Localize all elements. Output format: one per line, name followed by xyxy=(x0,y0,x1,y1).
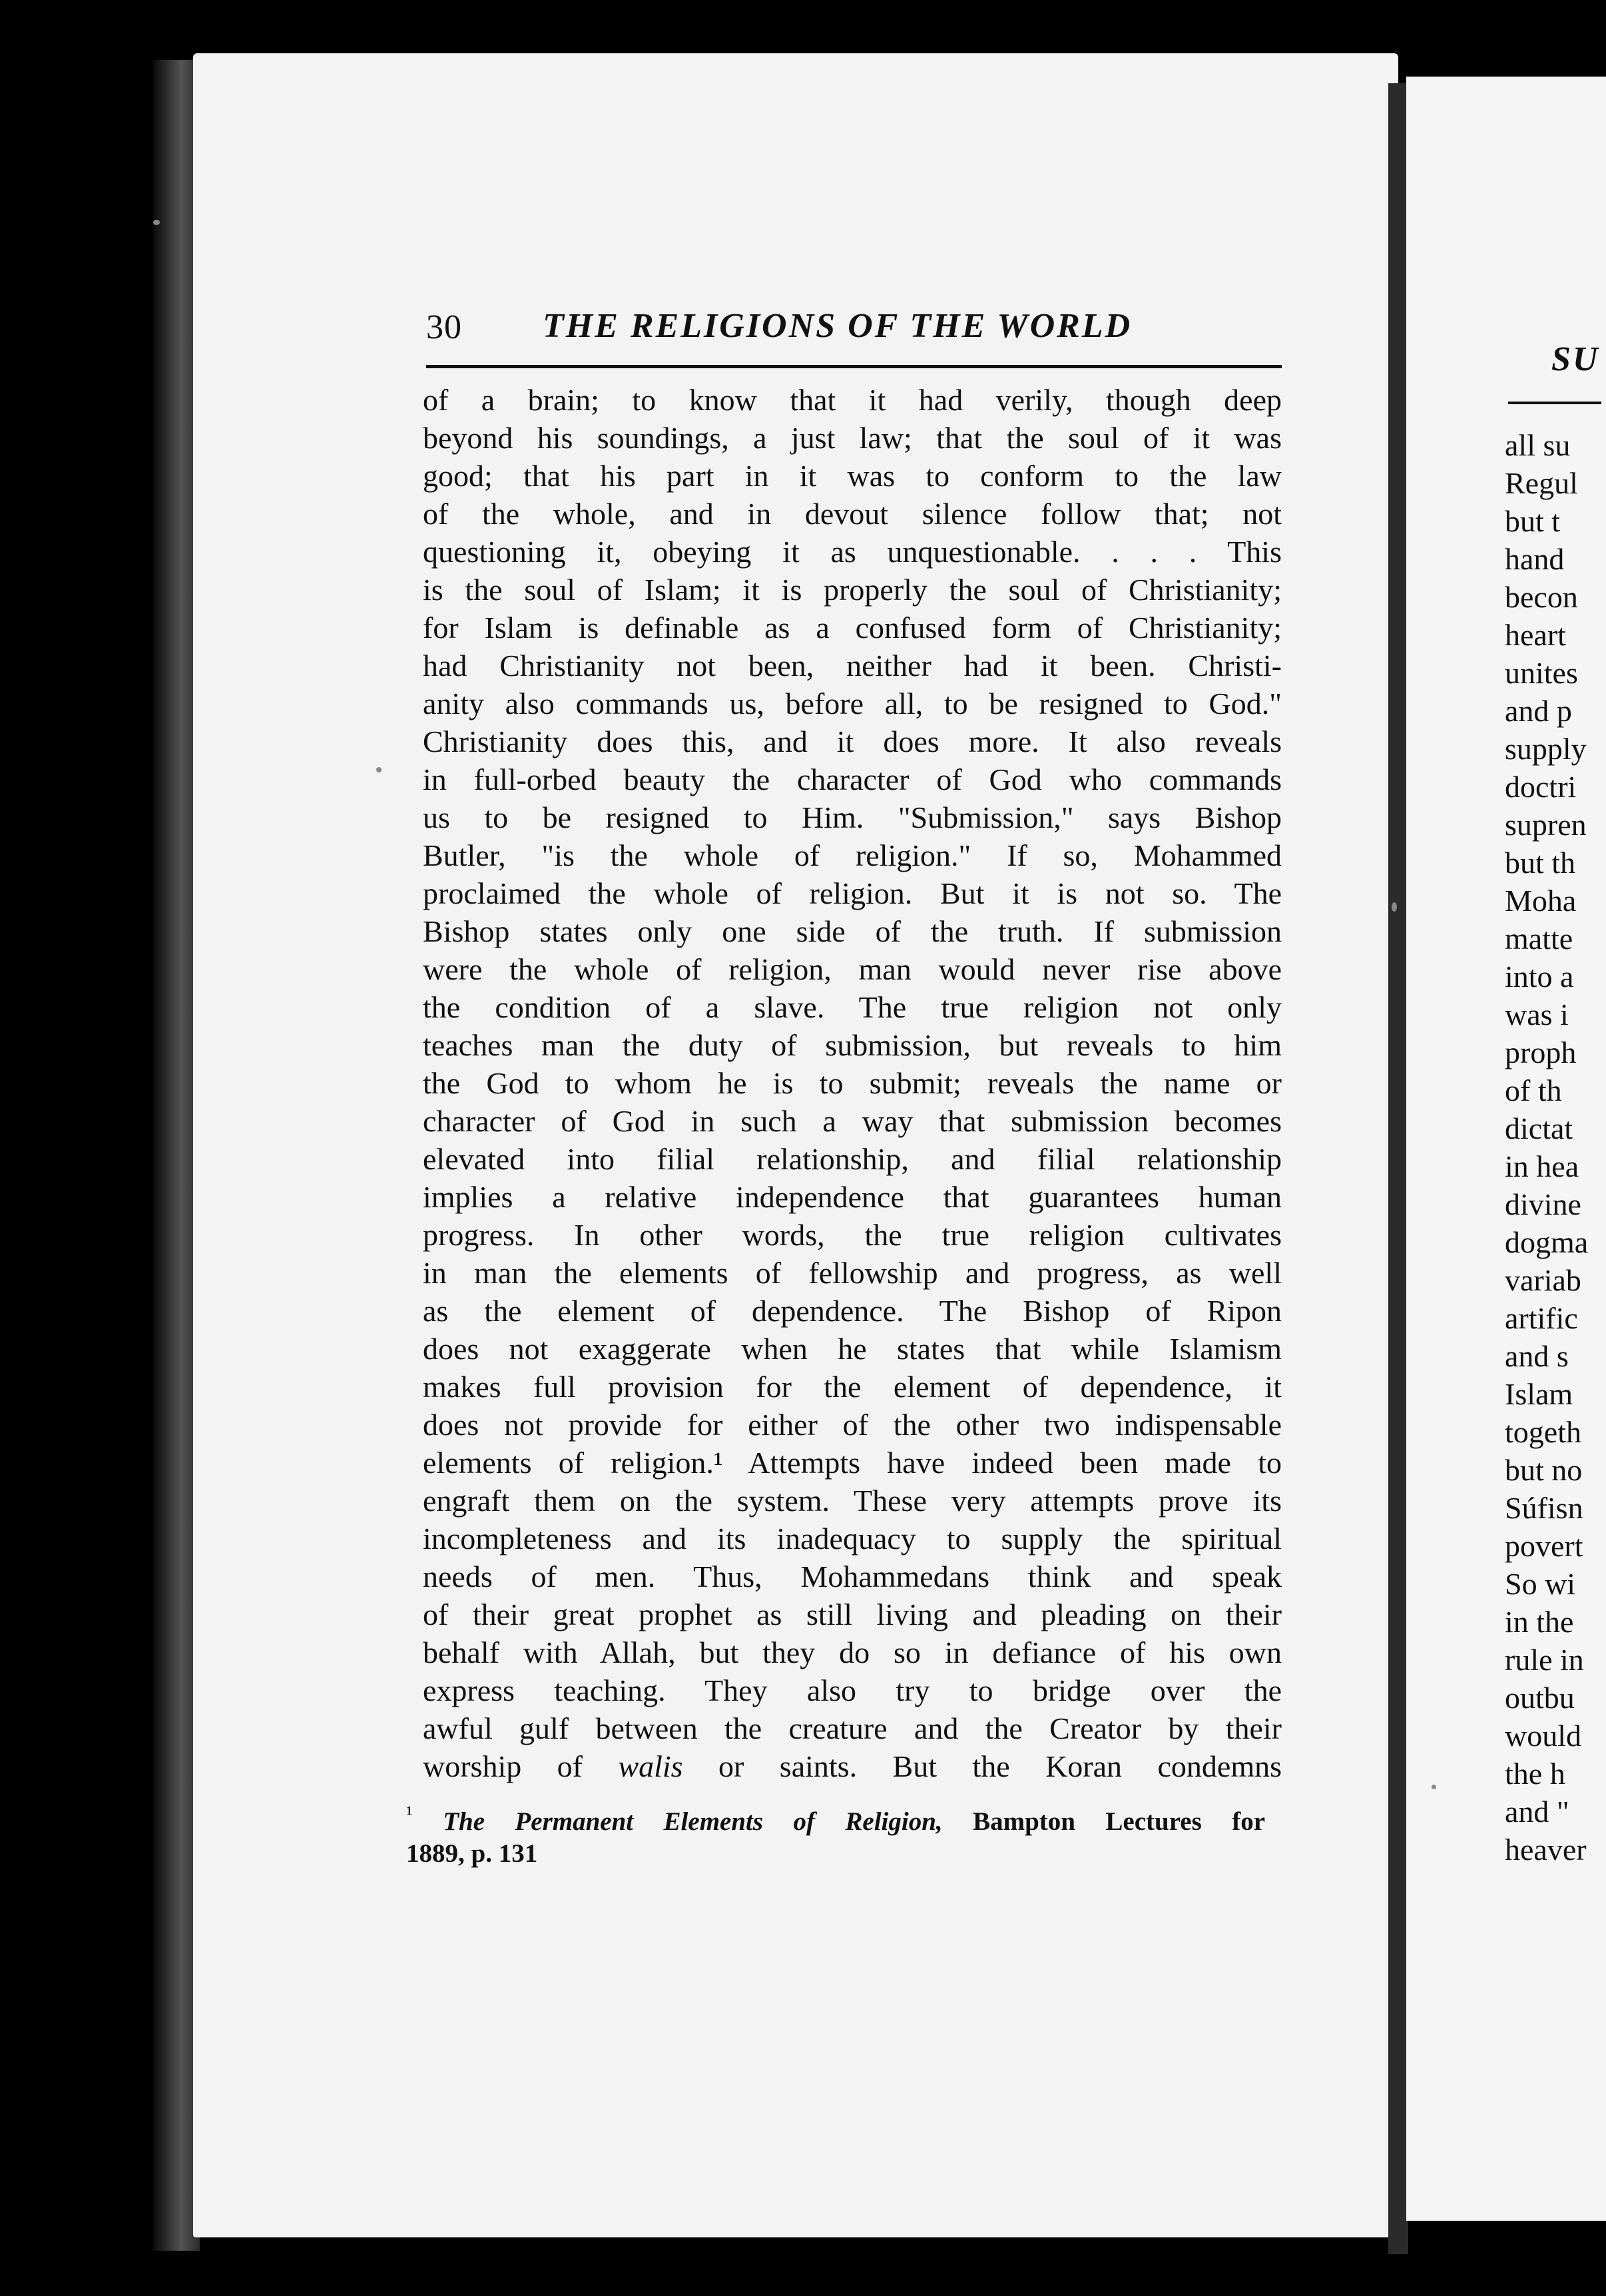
header-rule xyxy=(426,365,1282,368)
footnote-rest: Bampton Lectures for xyxy=(973,1807,1266,1836)
page-speck xyxy=(1432,1785,1436,1789)
right-text-line: in hea xyxy=(1505,1149,1579,1183)
text-line: had Christianity not been, neither had it been. Christi- xyxy=(423,649,1282,683)
text-line: questioning it, obeying it as unquestionable. . . . This xyxy=(423,535,1282,569)
right-header-rule xyxy=(1508,402,1601,404)
right-text-line: Islam xyxy=(1505,1377,1573,1411)
text-line: incompleteness and its inadequacy to supply the spiritual xyxy=(423,1522,1282,1556)
right-text-line: togeth xyxy=(1505,1415,1581,1449)
text-line: Bishop states only one side of the truth. If submission xyxy=(423,914,1282,948)
right-page-text xyxy=(1505,426,1598,1868)
text-line: were the whole of religion, man would never rise above xyxy=(423,952,1282,986)
right-text-line: in the xyxy=(1505,1605,1574,1639)
body-text xyxy=(423,381,1282,1785)
page-speck xyxy=(376,767,382,772)
text-line: for Islam is definable as a confused form of Christianity; xyxy=(423,611,1282,645)
text-line: anity also commands us, before all, to be resigned to God." xyxy=(423,687,1282,720)
footnote-title: The Permanent Elements of Religion, xyxy=(443,1807,943,1836)
right-text-line: and " xyxy=(1505,1795,1569,1829)
text-line: Christianity does this, and it does more. It also reveals xyxy=(423,724,1282,758)
right-text-line: unites xyxy=(1505,656,1578,690)
text-line: the condition of a slave. The true religion not only xyxy=(423,990,1282,1024)
footnote-line xyxy=(406,1798,1265,1838)
text-line: is the soul of Islam; it is properly the soul of Christianity; xyxy=(423,573,1282,607)
text-line: us to be resigned to Him. "Submission," says Bishop xyxy=(423,800,1282,834)
right-text-line: heart xyxy=(1505,618,1566,652)
footnote xyxy=(406,1798,1265,1870)
text-line: of the whole, and in devout silence follow that; not xyxy=(423,497,1282,531)
text-line: the God to whom he is to submit; reveals the name or xyxy=(423,1066,1282,1100)
text-line: implies a relative independence that guarantees human xyxy=(423,1180,1282,1214)
text-line: of a brain; to know that it had verily, though deep xyxy=(423,383,1282,417)
right-text-line: Regul xyxy=(1505,466,1578,500)
right-page-header: SU xyxy=(1551,340,1600,378)
text-line: makes full provision for the element of dependence, it xyxy=(423,1370,1282,1404)
right-text-line: variab xyxy=(1505,1263,1581,1297)
text-line: does not exaggerate when he states that while Islamism xyxy=(423,1332,1282,1366)
text-line: as the element of dependence. The Bishop of Ripon xyxy=(423,1294,1282,1328)
right-text-line: heaver xyxy=(1505,1833,1587,1866)
text-line: worship of walis or saints. But the Koran condemns xyxy=(423,1749,1282,1783)
right-text-line: artific xyxy=(1505,1301,1578,1335)
page-gutter xyxy=(1388,83,1408,2254)
text-line: beyond his soundings, a just law; that the soul of it was xyxy=(423,421,1282,455)
right-text-line: the h xyxy=(1505,1757,1565,1791)
right-text-line: of th xyxy=(1505,1073,1562,1107)
text-line: in full-orbed beauty the character of God who commands xyxy=(423,762,1282,796)
text-line: behalf with Allah, but they do so in defiance of his own xyxy=(423,1635,1282,1669)
right-text-line: becon xyxy=(1505,580,1578,614)
page-header xyxy=(426,301,1285,361)
text-line: elements of religion.¹ Attempts have indeed been made to xyxy=(423,1446,1282,1480)
text-line: proclaimed the whole of religion. But it is not so. The xyxy=(423,876,1282,910)
page-speck xyxy=(153,220,160,225)
text-line: elevated into filial relationship, and filial relationship xyxy=(423,1142,1282,1176)
right-text-line: rule in xyxy=(1505,1643,1584,1677)
right-text-line: hand xyxy=(1505,542,1565,576)
running-title: THE RELIGIONS OF THE WORLD xyxy=(543,307,1133,345)
right-text-line: all su xyxy=(1505,428,1571,462)
right-text-line: and p xyxy=(1505,694,1572,728)
right-text-line: but no xyxy=(1505,1453,1583,1487)
right-text-line: outbu xyxy=(1505,1681,1575,1715)
right-text-line: doctri xyxy=(1505,770,1577,804)
right-text-line: So wi xyxy=(1505,1567,1576,1601)
right-text-line: would xyxy=(1505,1719,1581,1753)
right-text-line: povert xyxy=(1505,1529,1583,1563)
text-line: does not provide for either of the other two indispensable xyxy=(423,1408,1282,1442)
page-number: 30 xyxy=(426,308,462,346)
text-line: express teaching. They also try to bridge over the xyxy=(423,1673,1282,1707)
text-line: needs of men. Thus, Mohammedans think and speak xyxy=(423,1560,1282,1593)
text-line: of their great prophet as still living and pleading on their xyxy=(423,1597,1282,1631)
right-text-line: into a xyxy=(1505,960,1574,994)
footnote-marker: ¹ xyxy=(406,1802,413,1826)
page-speck xyxy=(1392,902,1397,912)
text-line: Butler, "is the whole of religion." If so, Mohammed xyxy=(423,838,1282,872)
text-line: good; that his part in it was to conform to the law xyxy=(423,459,1282,493)
right-text-line: divine xyxy=(1505,1187,1581,1221)
right-text-line: supren xyxy=(1505,808,1587,842)
right-text-line: was i xyxy=(1505,998,1569,1031)
text-line: character of God in such a way that submission becomes xyxy=(423,1104,1282,1138)
text-line: teaches man the duty of submission, but reveals to him xyxy=(423,1028,1282,1062)
text-line: in man the elements of fellowship and progress, as well xyxy=(423,1256,1282,1290)
emphasis-walis: walis xyxy=(618,1749,683,1783)
right-text-line: and s xyxy=(1505,1339,1569,1373)
right-text-line: Moha xyxy=(1505,884,1577,918)
text-line: awful gulf between the creature and the Creator by their xyxy=(423,1711,1282,1745)
right-text-line: Súfisn xyxy=(1505,1491,1583,1525)
right-text-line: but t xyxy=(1505,504,1561,538)
right-text-line: proph xyxy=(1505,1035,1577,1069)
right-text-line: dogma xyxy=(1505,1225,1589,1259)
right-text-line: matte xyxy=(1505,922,1573,956)
text-line: progress. In other words, the true religion cultivates xyxy=(423,1218,1282,1252)
right-text-line: but th xyxy=(1505,846,1576,880)
text-line: engraft them on the system. These very attempts prove its xyxy=(423,1484,1282,1518)
right-text-line: dictat xyxy=(1505,1111,1573,1145)
footnote-line-2: 1889, p. 131 xyxy=(406,1839,538,1868)
right-text-line: supply xyxy=(1505,732,1587,766)
